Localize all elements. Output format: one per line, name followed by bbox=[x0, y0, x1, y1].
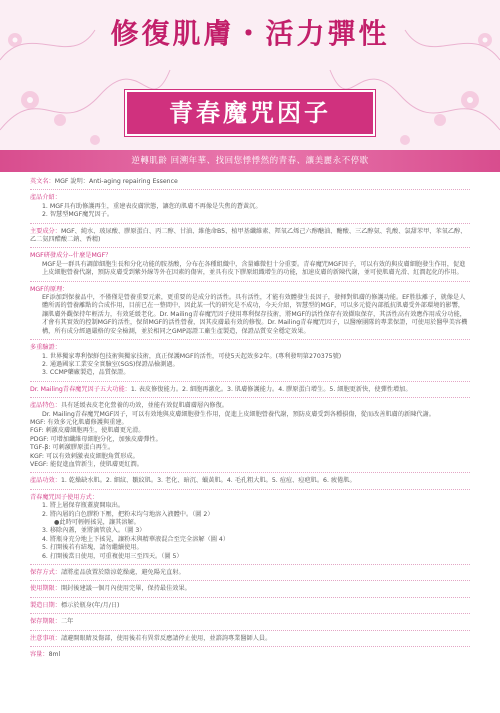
tagline-strip: 逆轉肌齡 回溯年華、找回您悸悸然的青春、讓美麗永不停歇 bbox=[0, 150, 500, 172]
english-name-text: MGF 說明：Anti-aging repairing Essence bbox=[54, 178, 178, 185]
usage-section bbox=[30, 494, 470, 565]
storage-text: 請將產品放置於陰涼乾燥處，避免陽光直射。 bbox=[60, 569, 185, 577]
volume-row bbox=[30, 651, 470, 659]
volume-label: 容量： bbox=[30, 651, 49, 659]
volume-text: 8ml bbox=[48, 651, 61, 659]
ingredients-label: 主要成分： bbox=[30, 227, 61, 235]
applicable-row bbox=[30, 477, 470, 489]
principle-section bbox=[30, 286, 470, 340]
caution-text: 請避開眼睛及傷部，使用後若有異常反應請停止使用，並諮詢專業醫師人員。 bbox=[60, 634, 272, 642]
benefit-item: 2. 智慧型MGF魔咒因子。 bbox=[42, 211, 114, 219]
storage-row bbox=[30, 569, 470, 581]
benefits-label: 產品介紹： bbox=[30, 194, 61, 202]
principle-title: MGF的原理： bbox=[30, 285, 69, 293]
usage-step: 3. 移除內蓋，並將滴管放入。（圖 3） bbox=[42, 527, 146, 535]
benefits-row bbox=[30, 194, 470, 223]
shelf-life-label: 保存期限： bbox=[30, 618, 61, 626]
patent-item: 1. 世界獨家專利保鮮包技術與獨家技術，真正保護MGF的活性，可使5天起效多2年。(專利發明第270375號) bbox=[42, 352, 342, 360]
usage-step: 1. 將上層保存瓶蓋旋開取出。 bbox=[42, 502, 125, 510]
feature-line: TGF-β: 可刺激膠原蛋白再生。 bbox=[30, 444, 115, 452]
usage-note: ●此時可輕輕搖晃，讓其溶解。 bbox=[54, 519, 140, 526]
ingredients-row bbox=[30, 228, 470, 249]
what-is-text: MGF是一群具有調節細胞生長和分化功能的胺基酸，分布在各種組織中，含量雖微但十分重要。青春魔咒MGF因子，可以有效的與皮膚細胞發生作用，促進上皮細胞營養代謝，預防皮膚受到紫外線等外在因素的傷害，並具有皮下膠原組織增生的功能，加速皮膚的新陳代謝，並可使肌膚光滑、紅潤起化的作用。 bbox=[42, 260, 466, 277]
mfg-date-text: 標示於瓶身(年/月/日) bbox=[60, 601, 120, 609]
usage-title: 青春魔咒因子使用方式： bbox=[30, 493, 99, 501]
after-open-text: 開封後建議一個月內使用完畢，保持最佳效果。 bbox=[60, 585, 191, 593]
applicable-text: 1. 乾燥缺水肌。2. 細紋、皺紋肌。3. 老化、暗沉、蠟黃肌。4. 毛孔粗大肌。5. 痘痘、痘疤肌。6. 疲倦肌。 bbox=[60, 477, 356, 485]
feature-line: 具有延緩表皮老化營養的功效，並能有效促肌膚膚層內修復。 bbox=[60, 402, 228, 410]
product-name-banner: 青春魔咒因子 bbox=[125, 90, 375, 136]
mfg-date-row bbox=[30, 602, 470, 614]
after-open-row bbox=[30, 585, 470, 597]
shelf-life-text: 二年 bbox=[60, 618, 74, 626]
ingredients-text: MGF、純水、玻尿酸、膠原蛋白、丙二醇、甘油、維他命B5、植甲基纖維素、羥氧乙烯己六醇醣油、醣酸、三乙醇氨、乳酸、氯甜苯甲、苯氧乙醇、乙二氨四醋酸二鈉、香精) bbox=[30, 227, 467, 244]
what-is-section bbox=[30, 252, 470, 281]
feature-line: KGF: 可以有效刺激表皮細胞角質形成。 bbox=[30, 452, 139, 460]
features-title: 產品特色： bbox=[30, 402, 61, 410]
feature-line: Dr. Mailing青春魔咒MGF因子，可以有效地與皮膚細胞發生作用，促進上皮細胞營養代謝，預防皮膚受到各種損傷，從而改善肌膚的新陳代謝。 bbox=[42, 410, 435, 418]
applicable-title: 產品功效： bbox=[30, 477, 61, 485]
five-effects-title: Dr. Mailing青春魔咒因子五大功能： bbox=[30, 385, 131, 393]
english-name-row bbox=[30, 178, 470, 190]
five-effects-text: 1. 表皮修復能力。2. 細胞再激化。3. 肌膚修護能力。4. 膠原蛋白增生。5. 細胞更新快，使彈性增加。 bbox=[130, 385, 412, 393]
storage-label: 保存方式： bbox=[30, 569, 61, 577]
shelf-life-row bbox=[30, 618, 470, 630]
header-banner bbox=[0, 0, 500, 150]
after-open-label: 使用期限： bbox=[30, 585, 61, 593]
feature-line: VEGF: 能促進血管新生，使肌膚更紅潤。 bbox=[30, 460, 143, 468]
content-body bbox=[0, 172, 500, 659]
patent-item: 3. CCMP藥廠製造，品質保證。 bbox=[42, 369, 130, 377]
usage-step: 5. 打開後若有結塊，請勿繼續使用。 bbox=[42, 544, 143, 552]
feature-line: FGF: 刺激皮膚細胞再生，使肌膚更光滑。 bbox=[30, 427, 145, 435]
feature-line: MGF: 有效多元化肌膚修護與重建。 bbox=[30, 418, 128, 426]
what-is-title: MGF硏發成分--什麼是MGF？ bbox=[30, 252, 112, 260]
usage-step: 2. 將內層的白色膠粉下壓，把粉末均勻地溶入液體中。（圖 2） bbox=[42, 510, 214, 518]
patents-section bbox=[30, 344, 470, 382]
usage-step: 6. 打開後當日使用，可重複使用三至四天。（圖 5） bbox=[42, 552, 183, 560]
features-section bbox=[30, 402, 470, 473]
usage-step: 4. 將瓶身充分地上下搖晃，讓粉末與精華液混合至完全溶解（圖 4） bbox=[42, 535, 230, 543]
principle-text: EF添加到保養品中，不僅僅是營養重要元素，更重要的是成分的活性。具有活性，才能有效體發生長因子，發揮對肌膚的修護功能。EF胜肽離子，就像是人體所需的營養離點的合成作用，目前已在一整間中，因此某一代的研究是不成功，今天介紹，智慧型的MGF，可以多元從內部抵抗肌膚受外部環境的影響，讓肌膚外觀保持年輕活力，有效延緩老化。Dr. Mailing青春魔咒因子使用專利保存技術，將MGF的活性保存有效擷取保存，其活性高有效應作用成分功能，才會有其實效的控制MGF的活性，保留MGF的活性營養，因其皮膚最有效的修復。Dr. Mailing青春魔咒因子，以醫療團隊的專業保證，可使用於醫學美容機構，所有成分經過嚴格的安全檢測，並於相同之GMP認證工廠生產製造，保證品質安全穩定效果。 bbox=[42, 294, 468, 335]
english-name-label: 英文名： bbox=[30, 178, 55, 185]
patents-title: 多重驗證： bbox=[30, 344, 61, 352]
main-title: 修復肌膚・活力彈性 bbox=[110, 17, 390, 50]
patent-item: 2. 通過國家工業安全實驗室(SGS)保證品檢測過。 bbox=[42, 360, 179, 368]
mfg-date-label: 製造日期： bbox=[30, 601, 61, 609]
benefit-item: 1. MGF具有助修護再生，重建表皮膚狀態，讓您的肌膚不再像是失焦的蒼黃沉。 bbox=[42, 202, 262, 210]
caution-row bbox=[30, 635, 470, 647]
feature-line: PDGF: 可增加纖維母細胞分化，加強皮膚彈性。 bbox=[30, 435, 162, 443]
five-effects-row bbox=[30, 386, 470, 398]
caution-label: 注意事項： bbox=[30, 634, 61, 642]
